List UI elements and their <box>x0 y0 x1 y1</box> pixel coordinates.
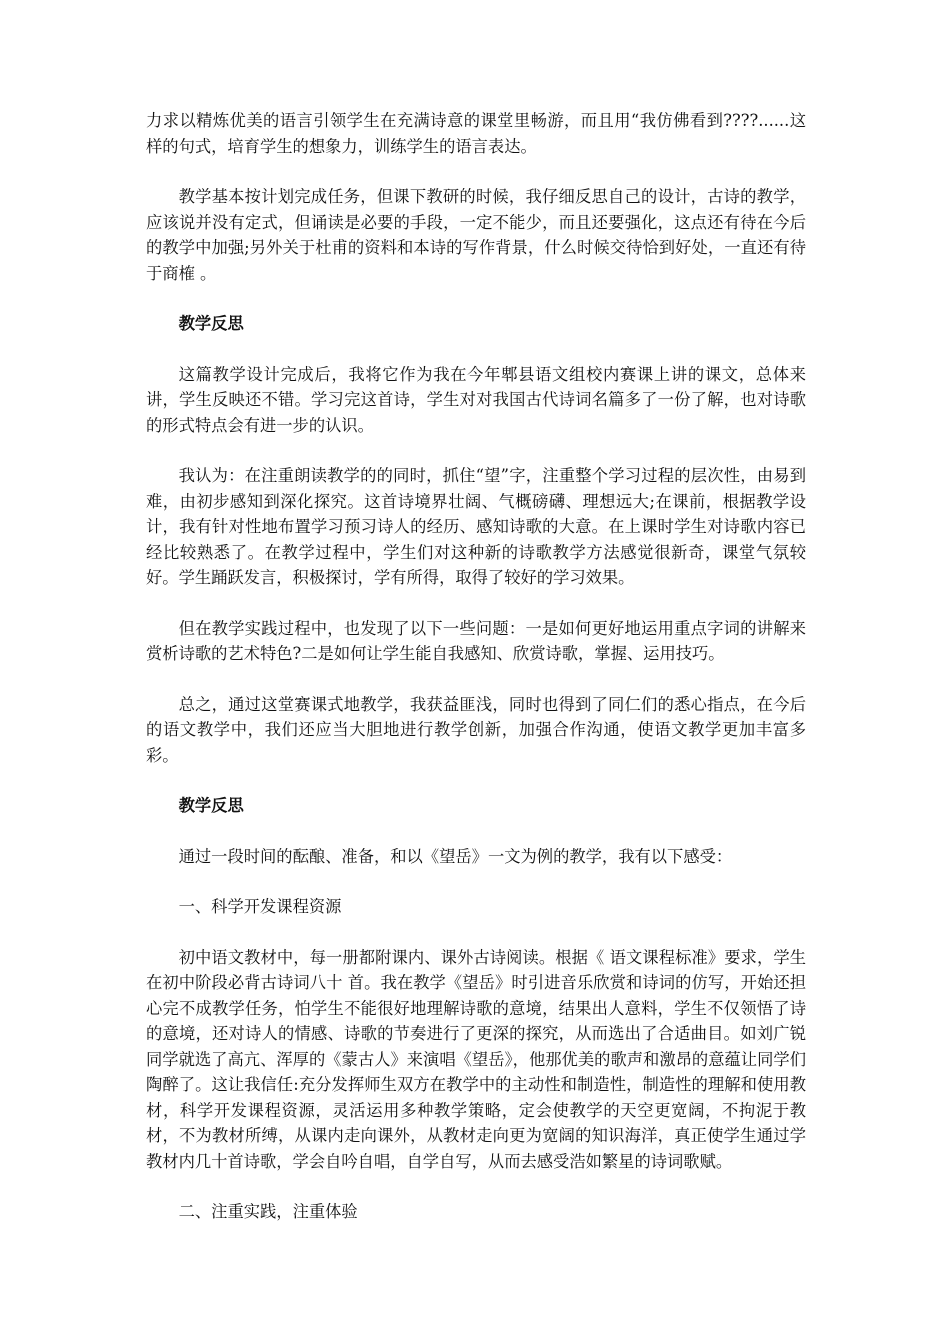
paragraph-design-completed: 这篇教学设计完成后，我将它作为我在今年郫县语文组校内赛课上讲的课文，总体来讲，学生反映还不错。学习完这首诗，学生对对我国古代诗词名篇多了一份了解，也对诗歌的形式特点会有进一步的认识。 <box>146 364 806 435</box>
paragraph-feelings-intro: 通过一段时间的酝酿、准备，和以《望岳》一文为例的教学，我有以下感受： <box>178 846 733 866</box>
subheading-practice-experience: 二、注重实践，注重体验 <box>178 1202 358 1221</box>
subheading-course-resources: 一、科学开发课程资源 <box>178 897 342 916</box>
section-heading-reflection-2: 教学反思 <box>178 796 244 815</box>
paragraph-teaching-reflection-self: 教学基本按计划完成任务，但课下教研的时候，我仔细反思自己的设计，古诗的教学，应该说并没有定式，但诵读是必要的手段，一定不能少，而且还要强化，这点还有待在今后的教学中加强;另外关于杜甫的资料和本诗的写作背景，什么时候交待恰到好处，一直还有待于商榷 。 <box>146 187 806 283</box>
paragraph-i-think: 我认为：在注重朗读教学的的同时，抓住“望”字，注重整个学习过程的层次性，由易到难，由初步感知到深化探究。这首诗境界壮阔、气概磅礴、理想远大;在课前，根据教学设计，我有针对性地布置学习预习诗人的经历、感知诗歌的大意。在上课时学生对诗歌内容已经比较熟悉了。在教学过程中，学生们对这种新的诗歌教学方法感觉很新奇，课堂气氛较好。学生踊跃发言，积极探讨，学有所得，取得了较好的学习效果。 <box>146 466 806 587</box>
paragraph-conclusion: 总之，通过这堂赛课式地教学，我获益匪浅，同时也得到了同仁们的悉心指点，在今后的语文教学中，我们还应当大胆地进行教学创新，加强合作沟通，使语文教学更加丰富多彩。 <box>146 694 806 765</box>
paragraph-problems: 但在教学实践过程中，也发现了以下一些问题：一是如何更好地运用重点字词的讲解来赏析诗歌的艺术特色?二是如何让学生能自我感知、欣赏诗歌，掌握、运用技巧。 <box>146 618 806 663</box>
section-heading-reflection-1: 教学反思 <box>178 314 244 333</box>
document-page <box>146 108 806 1250</box>
paragraph-course-resources: 初中语文教材中，每一册都附课内、课外古诗阅读。根据《 语文课程标准》要求，学生在初中阶段必背古诗词八十 首。我在教学《望岳》时引进音乐欣赏和诗词的仿写，开始还担心完不成教学任务，怕学生不能很好地理解诗歌的意境，结果出人意料，学生不仅领悟了诗的意境，还对诗人的情感、诗歌的节奏进行了更深的探究，从而选出了合适曲目。如刘广锐同学就选了高亢、浑厚的《蒙古人》来演唱《望岳》，他那优美的歌声和激昂的意蕴让同学们陶醉了。这让我信任:充分发挥师生双方在教学中的主动性和制造性，制造性的理解和使用教材，科学开发课程资源，灵活运用多种教学策略，定会使教学的天空更宽阔，不拘泥于教材，不为教材所缚，从课内走向课外，从教材走向更为宽阔的知识海洋，真正使学生通过学教材内几十首诗歌，学会自吟自唱，自学自写，从而去感受浩如繁星的诗词歌赋。 <box>146 947 806 1171</box>
paragraph-intro-continuation: 力求以精炼优美的语言引领学生在充满诗意的课堂里畅游，而且用“我仿佛看到????......这样的句式，培育学生的想象力，训练学生的语言表达。 <box>146 111 806 156</box>
